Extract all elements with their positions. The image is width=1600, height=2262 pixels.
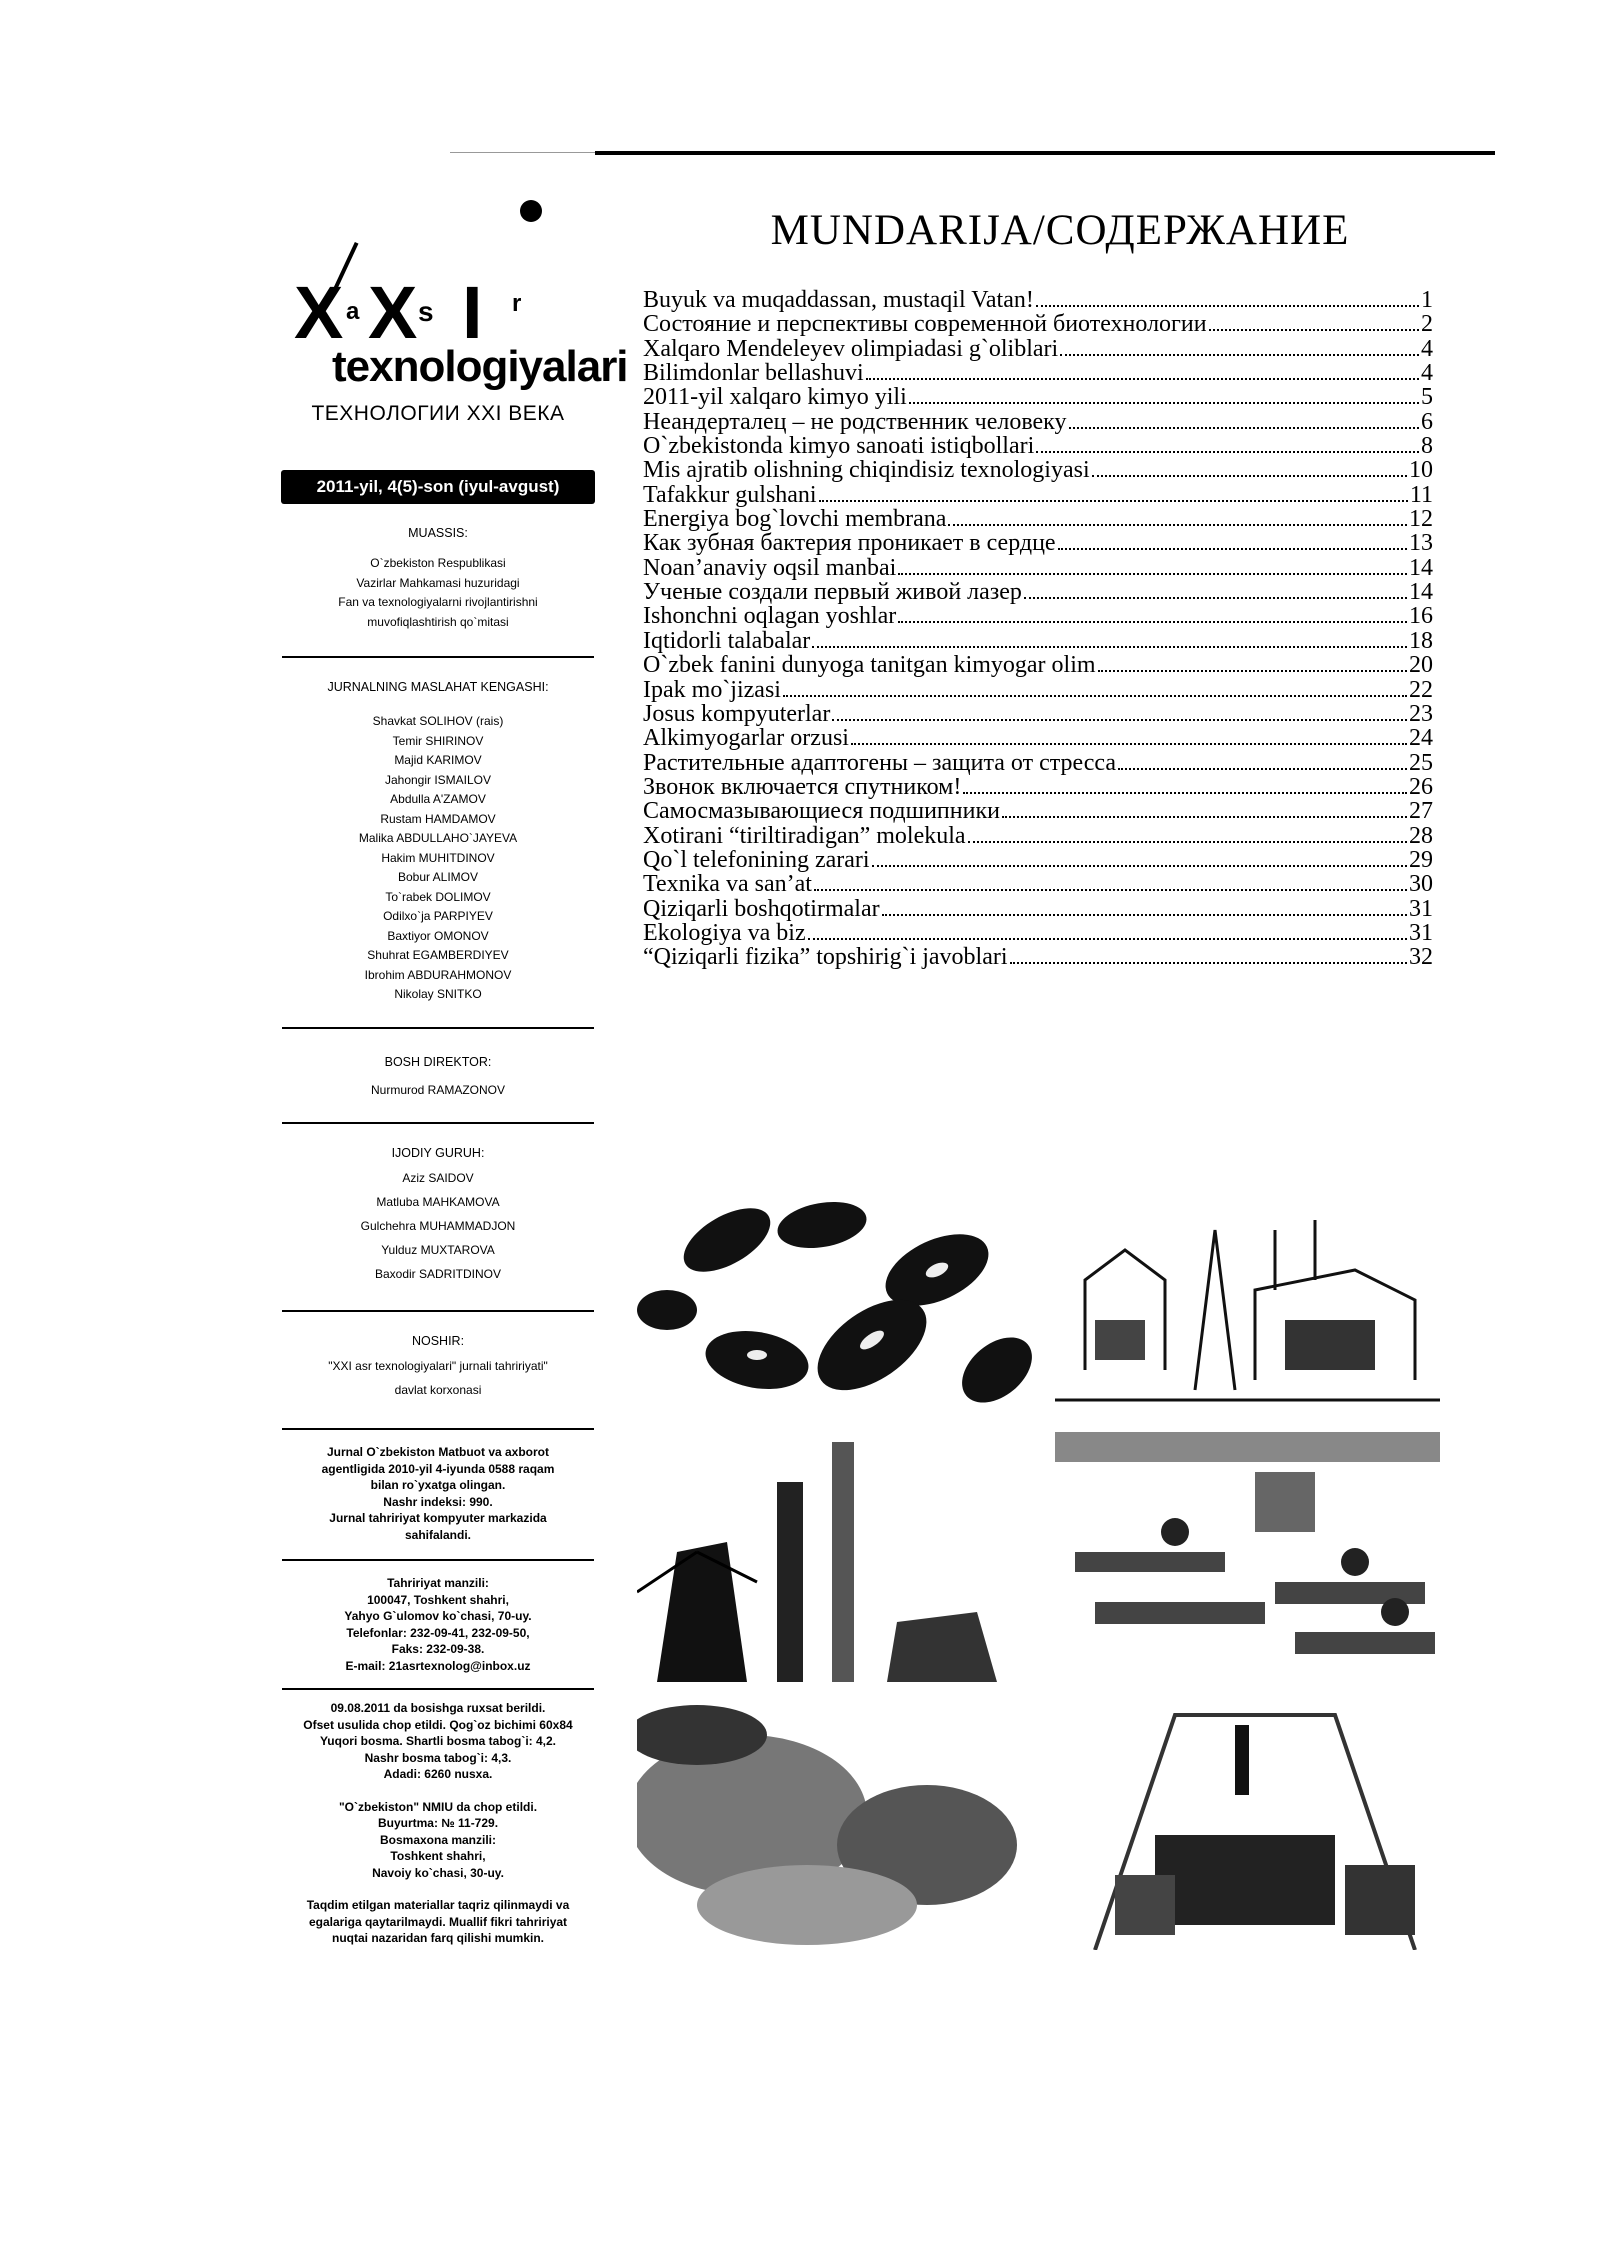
divider — [282, 1122, 594, 1124]
toc-item-title: O`zbekistonda kimyo sanoati istiqbollari — [643, 433, 1035, 460]
toc-leader-dots — [1036, 305, 1419, 307]
toc-item-page: 4 — [1421, 335, 1433, 362]
toc-item-title: Ishonchni oqlagan yoshlar — [643, 603, 897, 630]
decorative-dot — [520, 200, 542, 222]
toc-leader-dots — [882, 914, 1407, 916]
toc-leader-dots — [1060, 354, 1419, 356]
toc-item-title: 2011-yil xalqaro kimyo yili — [643, 384, 907, 411]
issue-banner: 2011-yil, 4(5)-son (iyul-avgust) — [281, 470, 595, 504]
toc-item — [643, 360, 1433, 387]
toc-item-page: 5 — [1421, 384, 1433, 411]
creative-member: Baxodir SADRITDINOV — [374, 1267, 502, 1281]
toc-item-title: O`zbek fanini dunyoga tanitgan kimyogar olim — [643, 652, 1096, 679]
toc-item-page: 27 — [1409, 798, 1433, 825]
creative-list — [268, 1166, 608, 1286]
toc-leader-dots — [832, 719, 1407, 721]
address-text — [268, 1575, 608, 1674]
divider — [282, 1559, 594, 1561]
registration-line: agentligida 2010-yil 4-iyunda 0588 raqam — [321, 1461, 555, 1476]
toc-item — [643, 701, 1433, 725]
toc-item-page: 6 — [1421, 408, 1433, 435]
council-member: Baxtiyor OMONOV — [387, 928, 489, 943]
logo-word: texnologiyalari — [332, 342, 628, 391]
toc-item — [643, 750, 1433, 774]
photo-classroom — [1055, 1432, 1440, 1682]
toc-item-title: Noan’anaviy oqsil manbai — [643, 554, 897, 581]
toc-item-page: 8 — [1421, 433, 1433, 460]
toc-leader-dots — [1058, 548, 1407, 550]
publisher-line: "XXI asr texnologiyalari" jurnali tahririyati" — [328, 1359, 548, 1373]
address-line: E-mail: 21asrtexnolog@inbox.uz — [345, 1658, 531, 1673]
toc-item — [643, 823, 1433, 847]
muassis-text — [268, 554, 608, 632]
council-member: Temir SHIRINOV — [392, 733, 484, 748]
printer-line: Bosmaxona manzili: — [379, 1832, 497, 1847]
toc-leader-dots — [819, 500, 1408, 502]
printer-line: "O`zbekiston" NMIU da chop etildi. — [338, 1799, 538, 1814]
toc-item-title: Ученые создали первый живой лазер — [643, 579, 1022, 606]
registration-text — [268, 1444, 608, 1543]
toc-item — [643, 944, 1433, 971]
creative-label: IJODIY GURUH: — [391, 1146, 485, 1160]
photo-capsules — [637, 1170, 1037, 1420]
toc-item-title: Buyuk va muqaddassan, mustaqil Vatan! — [643, 287, 1034, 313]
divider — [282, 1428, 594, 1430]
toc-item — [643, 896, 1433, 920]
toc-leader-dots — [1098, 670, 1407, 672]
toc-leader-dots — [948, 524, 1407, 526]
toc-leader-dots — [1209, 329, 1419, 331]
council-member: Hakim MUHITDINOV — [381, 850, 495, 865]
toc-item-page: 31 — [1409, 895, 1433, 922]
toc-leader-dots — [866, 378, 1419, 380]
address-line: Yahyo G`ulomov ko`chasi, 70-uy. — [344, 1609, 532, 1623]
toc-item-page: 18 — [1409, 627, 1433, 654]
address-line: Tahririyat manzili: — [387, 1576, 489, 1590]
toc-item-page: 31 — [1409, 919, 1433, 946]
toc-item-page: 20 — [1409, 652, 1433, 679]
photo-powder — [637, 1695, 1037, 1950]
toc-item-title: Xalqaro Mendeleyev olimpiadasi g`oliblari — [643, 335, 1059, 362]
print-info — [268, 1700, 608, 1783]
creative-member: Matluba MAHKAMOVA — [376, 1195, 500, 1209]
toc-item — [643, 871, 1433, 898]
faint-tagline — [268, 426, 608, 470]
divider — [282, 1688, 594, 1690]
muassis-line: muvofiqlashtirish qo`mitasi — [367, 614, 509, 629]
toc-item-title: “Qiziqarli fizika” topshirig`i javoblari — [643, 944, 1008, 971]
toc-leader-dots — [1010, 962, 1407, 964]
photo-industrial-plant — [1055, 1170, 1440, 1420]
toc-item-title: Alkimyogarlar orzusi — [643, 725, 849, 752]
toc-item-title: Qiziqarli boshqotirmalar — [643, 895, 880, 922]
toc-item-title: Звонок включается спутником! — [643, 773, 962, 800]
toc-item — [643, 506, 1433, 533]
toc-item-page: 29 — [1409, 846, 1433, 873]
logo-x1: X — [294, 271, 340, 354]
logo-i: I — [462, 271, 483, 354]
print-line: Ofset usulida chop etildi. Qog`oz bichimi 60x84 — [303, 1717, 573, 1732]
toc-leader-dots — [898, 573, 1407, 575]
address-line: Telefonlar: 232-09-41, 232-09-50, — [346, 1625, 530, 1640]
toc-item — [643, 677, 1433, 701]
toc-leader-dots — [783, 695, 1407, 697]
toc-item — [643, 652, 1433, 679]
logo-r: r — [512, 290, 522, 317]
toc-item-title: Tafakkur gulshani — [643, 481, 817, 508]
council-member: Shavkat SOLIHOV (rais) — [372, 714, 504, 728]
toc-item-title: Самосмазывающиеся подшипники — [643, 798, 1000, 825]
toc-item — [643, 555, 1433, 579]
toc-leader-dots — [1069, 427, 1420, 429]
disclaimer-line: nuqtai nazaridan farq qilishi mumkin. — [331, 1931, 545, 1945]
divider — [282, 656, 594, 658]
registration-line: Nashr indeksi: 990. — [383, 1494, 493, 1509]
toc-item-title: Состояние и перспективы современной биотехнологии — [643, 311, 1207, 338]
council-member: Abdulla A'ZAMOV — [390, 792, 486, 806]
print-line: Adadi: 6260 nusxa. — [383, 1767, 493, 1781]
council-member: Shuhrat EGAMBERDIYEV — [367, 948, 509, 962]
address-line: Faks: 232-09-38. — [391, 1642, 485, 1656]
toc-leader-dots — [1092, 475, 1407, 477]
printer-line: Toshkent shahri, — [390, 1849, 486, 1863]
toc-leader-dots — [1036, 451, 1419, 453]
printer-info — [268, 1799, 608, 1882]
toc-leader-dots — [1118, 768, 1407, 770]
toc-item-page: 23 — [1409, 700, 1433, 727]
toc-title: MUNDARIJA/СОДЕРЖАНИЕ — [770, 207, 1350, 254]
muassis-label: MUASSIS: — [408, 526, 468, 540]
toc-item-page: 32 — [1409, 944, 1433, 971]
creative-member: Yulduz MUXTAROVA — [381, 1243, 495, 1257]
logo-x2: X — [368, 271, 414, 354]
printer-line: Navoiy ko`chasi, 30-uy. — [372, 1865, 504, 1880]
registration-line: bilan ro`yxatga olingan. — [370, 1478, 506, 1492]
toc-item-page: 2 — [1421, 311, 1433, 338]
toc-item-page: 24 — [1409, 725, 1433, 752]
toc-leader-dots — [898, 621, 1407, 623]
photo-chimneys — [637, 1432, 1037, 1682]
director-name: Nurmurod RAMAZONOV — [370, 1082, 506, 1097]
toc-item — [643, 603, 1433, 630]
council-member: Odilxo`ja PARPIYEV — [383, 909, 493, 923]
toc-item — [643, 311, 1433, 338]
creative-member: Aziz SAIDOV — [402, 1171, 474, 1185]
registration-line: Jurnal O`zbekiston Matbuot va axborot — [326, 1445, 550, 1459]
divider — [282, 1310, 594, 1312]
toc-item-page: 4 — [1421, 360, 1433, 387]
top-rule — [595, 151, 1495, 155]
council-list — [268, 712, 608, 1005]
toc-item-title: Texnika va san’at — [643, 871, 812, 898]
toc-item-page: 10 — [1409, 457, 1433, 484]
toc-item — [643, 457, 1433, 484]
toc-item-page: 16 — [1409, 603, 1433, 630]
photo-machine-hall — [1055, 1695, 1440, 1950]
toc-leader-dots — [968, 841, 1407, 843]
council-label: JURNALNING MASLAHAT KENGASHI: — [327, 680, 549, 694]
toc-leader-dots — [1002, 816, 1407, 818]
toc-leader-dots — [872, 865, 1407, 867]
toc-leader-dots — [851, 743, 1407, 745]
toc-leader-dots — [909, 402, 1419, 404]
toc-item-title: Xotirani “tiriltiradigan” molekula — [643, 822, 966, 849]
toc-item — [643, 409, 1433, 433]
toc-item-page: 26 — [1409, 773, 1433, 800]
toc-item — [643, 384, 1433, 411]
toc-item-page: 1 — [1421, 287, 1433, 313]
print-line: Nashr bosma tabog`i: 4,3. — [364, 1750, 512, 1765]
registration-line: Jurnal tahririyat kompyuter markazida — [329, 1511, 547, 1525]
toc-leader-dots — [814, 889, 1407, 891]
council-member: Rustam HAMDAMOV — [380, 811, 496, 826]
toc-item-title: Растительные адаптогены – защита от стресса — [643, 749, 1117, 776]
toc-item-page: 13 — [1409, 530, 1433, 557]
toc-item-title: Ekologiya va biz — [643, 919, 806, 946]
council-member: Majid KARIMOV — [394, 753, 482, 767]
toc-item — [643, 847, 1433, 871]
toc-item — [643, 798, 1433, 825]
toc-item-page: 14 — [1409, 579, 1433, 606]
toc-item — [643, 628, 1433, 652]
council-member: Ibrohim ABDURAHMONOV — [364, 967, 512, 982]
toc-item-title: Неандерталец – не родственник человеку — [643, 408, 1067, 435]
toc-item-title: Ipak mo`jizasi — [643, 676, 781, 703]
toc-item — [643, 433, 1433, 460]
logo-a: a — [346, 298, 360, 325]
toc-item-title: Bilimdonlar bellashuvi — [643, 360, 864, 387]
print-line: Yuqori bosma. Shartli bosma tabog`i: 4,2. — [319, 1734, 557, 1748]
toc-item-title: Qo`l telefonining zarari — [643, 846, 870, 873]
toc-item — [643, 336, 1433, 360]
publisher-line: davlat korxonasi — [394, 1383, 482, 1397]
toc-item — [643, 920, 1433, 944]
muassis-line: Vazirlar Mahkamasi huzuridagi — [356, 575, 520, 590]
disclaimer-line: egalariga qaytarilmaydi. Muallif fikri tahririyat — [308, 1914, 568, 1929]
toc-item-page: 11 — [1409, 481, 1433, 508]
toc-leader-dots — [812, 646, 1407, 648]
toc-item-title: Iqtidorli talabalar — [643, 627, 811, 654]
toc-item — [643, 530, 1433, 557]
toc-item-title: Mis ajratib olishning chiqindisiz texnologiyasi — [643, 457, 1090, 484]
muassis-line: Fan va texnologiyalarni rivojlantirishni — [338, 595, 538, 609]
toc-item — [643, 579, 1433, 606]
toc-item-title: Energiya bog`lovchi membrana — [643, 506, 947, 533]
council-member: To`rabek DOLIMOV — [385, 889, 491, 904]
publisher-text — [268, 1354, 608, 1402]
logo-s: s — [418, 296, 434, 327]
print-line: 09.08.2011 da bosishga ruxsat berildi. — [330, 1701, 546, 1715]
top-rule-faint — [450, 152, 595, 153]
toc-item-page: 14 — [1409, 554, 1433, 581]
council-member: Malika ABDULLAHO`JAYEVA — [358, 831, 518, 845]
council-member: Jahongir ISMAILOV — [384, 772, 492, 787]
toc-leader-dots — [963, 792, 1407, 794]
director-label: BOSH DIREKTOR: — [384, 1054, 492, 1069]
council-member: Bobur ALIMOV — [397, 870, 479, 884]
toc-item-page: 12 — [1409, 506, 1433, 533]
toc-item-page: 25 — [1409, 749, 1433, 776]
address-line: 100047, Toshkent shahri, — [367, 1592, 509, 1607]
disclaimer-line: Taqdim etilgan materiallar taqriz qilinmaydi va — [306, 1898, 570, 1912]
council-member: Nikolay SNITKO — [394, 987, 482, 1001]
toc-item — [643, 482, 1433, 506]
disclaimer — [268, 1897, 608, 1947]
toc-item — [643, 774, 1433, 798]
toc-leader-dots — [1024, 597, 1407, 599]
masthead-column — [268, 240, 628, 1947]
publisher-label: NOSHIR: — [411, 1334, 465, 1348]
creative-member: Gulchehra MUHAMMADJON — [360, 1219, 516, 1233]
toc-item-title: Как зубная бактерия проникает в сердце — [643, 530, 1056, 557]
toc-item — [643, 725, 1433, 752]
registration-line: sahifalandi. — [404, 1527, 472, 1542]
toc-item — [643, 287, 1433, 311]
divider — [282, 1027, 594, 1029]
muassis-line: O`zbekiston Respublikasi — [370, 556, 506, 570]
magazine-subtitle: ТЕХНОЛОГИИ XXI ВЕКА — [311, 402, 565, 425]
toc-item-page: 30 — [1409, 871, 1433, 898]
toc-leader-dots — [808, 938, 1407, 940]
toc-item-page: 22 — [1409, 676, 1433, 703]
table-of-contents — [643, 287, 1433, 969]
magazine-logo — [268, 240, 628, 400]
printer-line: Buyurtma: № 11-729. — [377, 1816, 499, 1830]
toc-item-title: Josus kompyuterlar — [643, 700, 831, 727]
toc-item-page: 28 — [1409, 822, 1433, 849]
